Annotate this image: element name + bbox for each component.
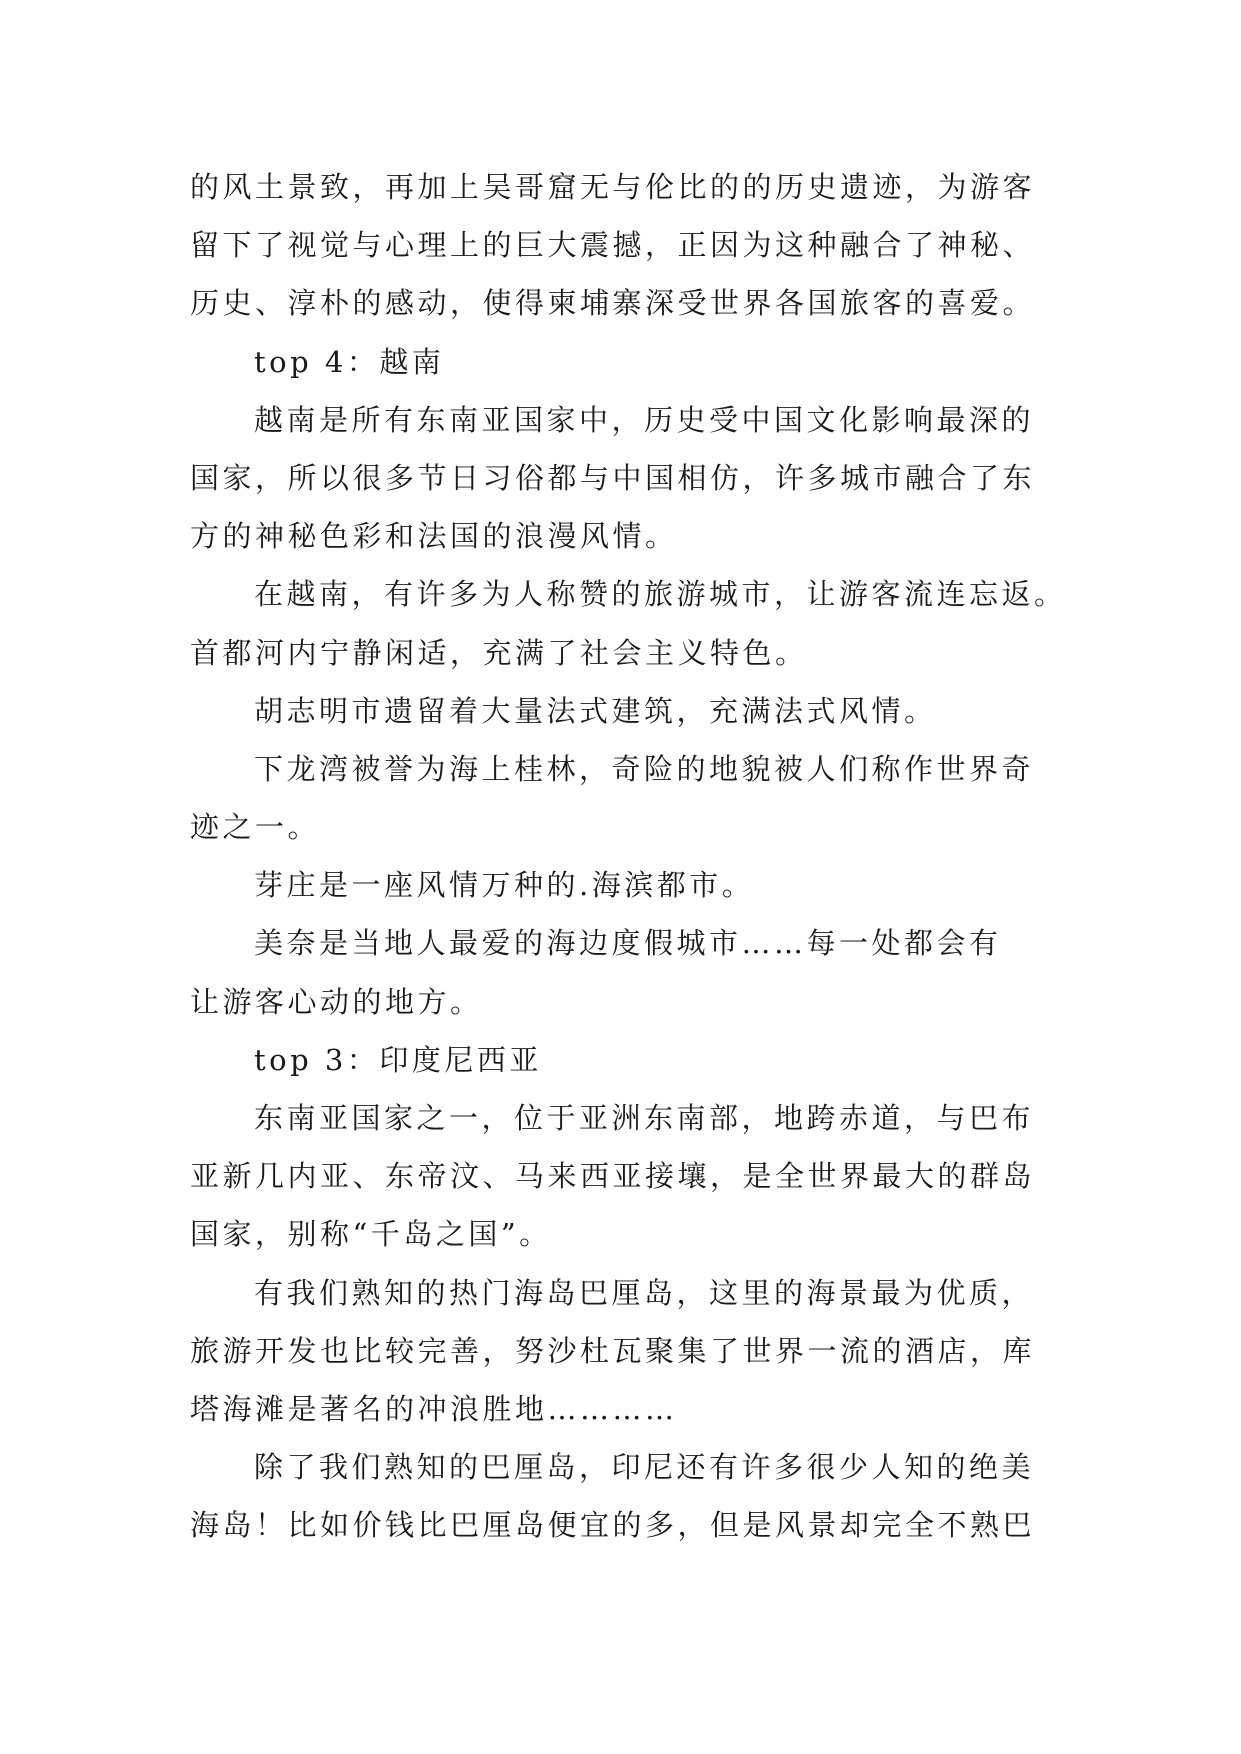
text-line: 国家，所以很多节日习俗都与中国相仿，许多城市融合了东 (190, 460, 1036, 495)
text-line: 胡志明市遗留着大量法式建筑，充满法式风情。 (254, 693, 937, 728)
text-line: 东南亚国家之一，位于亚洲东南部，地跨赤道，与巴布 (254, 1101, 1035, 1135)
text-line: 国家，别称“千岛之国”。 (190, 1217, 552, 1252)
text-line: 芽庄是一座风情万种的.海滨都市。 (254, 868, 755, 903)
text-line: 有我们熟知的热门海岛巴厘岛，这里的海景最为优质， (254, 1275, 1035, 1310)
text-line: 越南是所有东南亚国家中，历史受中国文化影响最深的 (254, 402, 1035, 437)
text-line: 迹之一。 (190, 810, 321, 845)
text-line: 留下了视觉与心理上的巨大震撼，正因为这种融合了神秘、 (190, 228, 1036, 263)
text-line: 除了我们熟知的巴厘岛，印尼还有许多很少人知的绝美 (254, 1450, 1035, 1485)
text-line: 首都河内宁静闲适，充满了社会主义特色。 (190, 635, 808, 670)
section-heading: top 4：越南 (254, 344, 445, 379)
text-line: 在越南，有许多为人称赞的旅游城市，让游客流连忘返。 (254, 577, 1067, 612)
text-line: 的风土景致，再加上吴哥窟无与伦比的的历史遗迹，为游客 (190, 170, 1036, 204)
text-line: 美奈是当地人最爱的海边度假城市……每一处都会有 (254, 926, 1002, 961)
text-line: 让游客心动的地方。 (190, 984, 483, 1019)
text-line: 亚新几内亚、东帝汶、马来西亚接壤，是全世界最大的群岛 (190, 1159, 1036, 1194)
text-line: 塔海滩是著名的冲浪胜地………… (190, 1391, 678, 1426)
text-line: 旅游开发也比较完善，努沙杜瓦聚集了世界一流的酒店，库 (190, 1333, 1036, 1368)
text-line: 海岛！比如价钱比巴厘岛便宜的多，但是风景却完全不熟巴 (190, 1508, 1036, 1543)
section-heading: top 3：印度尼西亚 (254, 1042, 542, 1077)
text-line: 历史、淳朴的感动，使得柬埔寨深受世界各国旅客的喜爱。 (190, 286, 1036, 321)
document-body (190, 158, 1070, 1555)
text-line: 方的神秘色彩和法国的浪漫风情。 (190, 519, 678, 554)
text-line: 下龙湾被誉为海上桂林，奇险的地貌被人们称作世界奇 (254, 751, 1035, 786)
